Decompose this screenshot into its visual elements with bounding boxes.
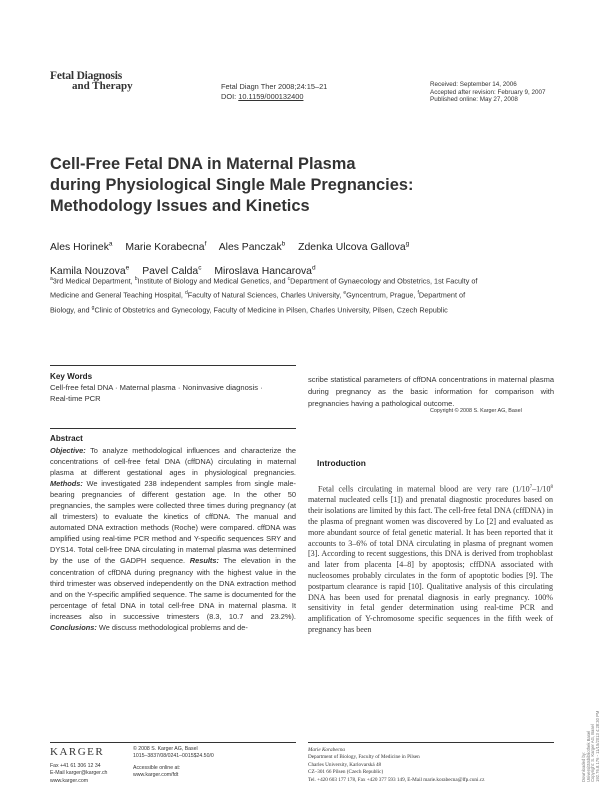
doi-link[interactable]: 10.1159/000132400 — [238, 91, 304, 101]
footer-rule-left — [50, 742, 296, 743]
journal-name-line1: Fetal Diagnosis — [50, 70, 123, 82]
correspondence: Marie Korabecna Department of Biology, Faculty of Medicine in Pilsen Charles University, Karlovarská 48 CZ–301 66 Pilsen (Czech Republic) Tel. +420 603 177 178, Fax +420 377 593 149, E-Mail marie.korabecna@lfp.cuni.cz — [308, 747, 485, 783]
doi-line — [221, 92, 327, 102]
title-line: during Physiological Single Male Pregnancies: — [50, 176, 414, 194]
affiliations: $^a$3rd Medical Department, $^b$Institute of Biology and Medical Genetics, and $^c$Department of Gynaecology and Obstetrics, 1st Faculty of Medicine and General Teaching Hospital, $^d$Faculty of Natural Sciences, Charles University, $^e$Gyncentrum, Prague, $^f$Department of Biology, and $^g$Clinic of Obstetrics and Gynecology, Faculty of Medicine in Pilsen, Charles University, Pilsen, Czech Republic — [50, 276, 478, 315]
abstract-text: Objective: To analyze methodological influences and characterize the concentrations of cell-free fetal DNA (cffDNA) circulating in maternal plasma at different gestational ages in physiological pregnancies. Methods: We investigated 238 independent samples from single male-bearing pregnancies of different gestation age. In the other 50 pregnancies, the samples were collected three times during pregnancy (at all trimesters) to evaluate the kinetics of cffDNA. The manual and automated DNA extraction methods (Roche) were compared. cffDNA was amplified using real-time PCR method and Y-specific sequences SRY and DYS14. Total cell-free DNA circulating in maternal plasma was determined by the use of the GADPH sequence. Results: The elevation in the concentration of cffDNA during pregnancy with the highest value in the third trimester was observed independently on the DNA extraction method and on the Y-specific amplified sequence. The same is documented for the percentage of fetal DNA in total cell-free DNA in maternal plasma. It increases also in successive trimesters (8.3, 10.7 and 23.2%). Conclusions: We discuss methodological problems and de- — [50, 446, 296, 632]
footer-copyright: © 2008 S. Karger AG, Basel 1015–3837/08/0241–0015$24.50/0 Accessible online at: www.karger.com/fdt — [133, 746, 214, 779]
citation-line: Fetal Diagn Ther 2008;24:15–21 — [221, 82, 328, 91]
author: Zdenka Ulcova Gallova$^g$ — [298, 241, 410, 254]
introduction-heading: Introduction — [317, 458, 366, 468]
correspondence-contact: Tel. +420 603 177 178, Fax +420 377 593 149, E-Mail marie.korabecna@lfp.cuni.cz — [308, 776, 485, 783]
copyright-notice: Copyright © 2008 S. Karger AG, Basel — [430, 408, 522, 414]
abstract-heading: Abstract — [50, 434, 83, 443]
footer-rule-right — [308, 742, 554, 743]
citation — [221, 82, 327, 101]
abstract-rule — [50, 428, 296, 429]
author: Ales Panczak$^b$ — [218, 241, 286, 254]
publisher-fax: Fax +41 61 306 12 34 — [50, 763, 101, 769]
published-date: Published online: May 27, 2008 — [430, 96, 518, 104]
keywords-text: Cell-free fetal DNA · Maternal plasma · Noninvasive diagnosis · Real-time PCR — [50, 383, 263, 403]
keywords-heading: Key Words — [50, 372, 93, 381]
author: Pavel Calda$^c$ — [142, 264, 202, 277]
received-date: Received: September 14, 2006 — [430, 81, 517, 88]
journal-logo — [50, 71, 133, 91]
author: Marie Korabecna$^f$ — [125, 241, 207, 254]
publisher-email[interactable]: E-Mail karger@karger.ch — [50, 770, 108, 777]
title-line: Methodology Issues and Kinetics — [50, 197, 310, 215]
author: Kamila Nouzova$^e$ — [50, 264, 130, 277]
article-title — [50, 154, 430, 217]
journal-url[interactable]: www.karger.com/fdt — [133, 772, 179, 779]
journal-name-line2: and Therapy — [72, 80, 133, 92]
publication-dates — [430, 81, 546, 104]
doi-label: DOI: — [221, 91, 239, 101]
publisher-logo: KARGER — [50, 746, 105, 758]
accepted-date: Accepted after revision: February 9, 2007 — [430, 88, 546, 96]
title-line: Cell-Free Fetal DNA in Maternal Plasma — [50, 155, 356, 173]
author: Ales Horinek$^a$ — [50, 241, 113, 254]
download-stamp: Downloaded by: Universitätsbibliothek Basel Copyright: S. Karger AG, Basel 192.76.8.176 - 11/15/2013 4:28:30 PM — [581, 710, 600, 782]
abstract-continued: scribe statistical parameters of cffDNA concentrations in maternal plasma during pregnancy as the basic information for comparison with pregnancies having a pathological outcome. — [308, 375, 554, 408]
publisher-web[interactable]: www.karger.com — [50, 777, 89, 784]
introduction-text: Fetal cells circulating in maternal blood are very rare ($1/10^7-1/10^8$ maternal nucleated cells [1]) and prenatal diagnostic procedures based on their isolations are limited by this fact. The cell-free fetal DNA (cffDNA) in the plasma of pregnant women was discovered by Lo [2] and evaluated as more abundant source of fetal genetic material. It has been reported that it accounts to 3–6% of total DNA circulating in plasma of pregnant women [3]. According to recent suggestions, this DNA is derived from trophoblast and later from placenta [4–8] by apoptosis; cffDNA associated with nucleosomes probably circulates in the form of apoptotic bodies [9]. The postpartum clearance is rapid [10]. Qualitative analysis of this circulating DNA has been used for prenatal diagnosis in early pregnancy. 100% sensitivity in fetal gender determination using real-time PCR and amplification of Y-chromosome specific sequences in the fifth week of pregnancy has been — [308, 484, 553, 635]
keywords-rule — [50, 365, 296, 366]
publisher-contact — [50, 763, 107, 785]
corresponding-author: Marie Korabecna — [308, 747, 346, 753]
author: Miroslava Hancarova$^d$ — [214, 264, 316, 277]
